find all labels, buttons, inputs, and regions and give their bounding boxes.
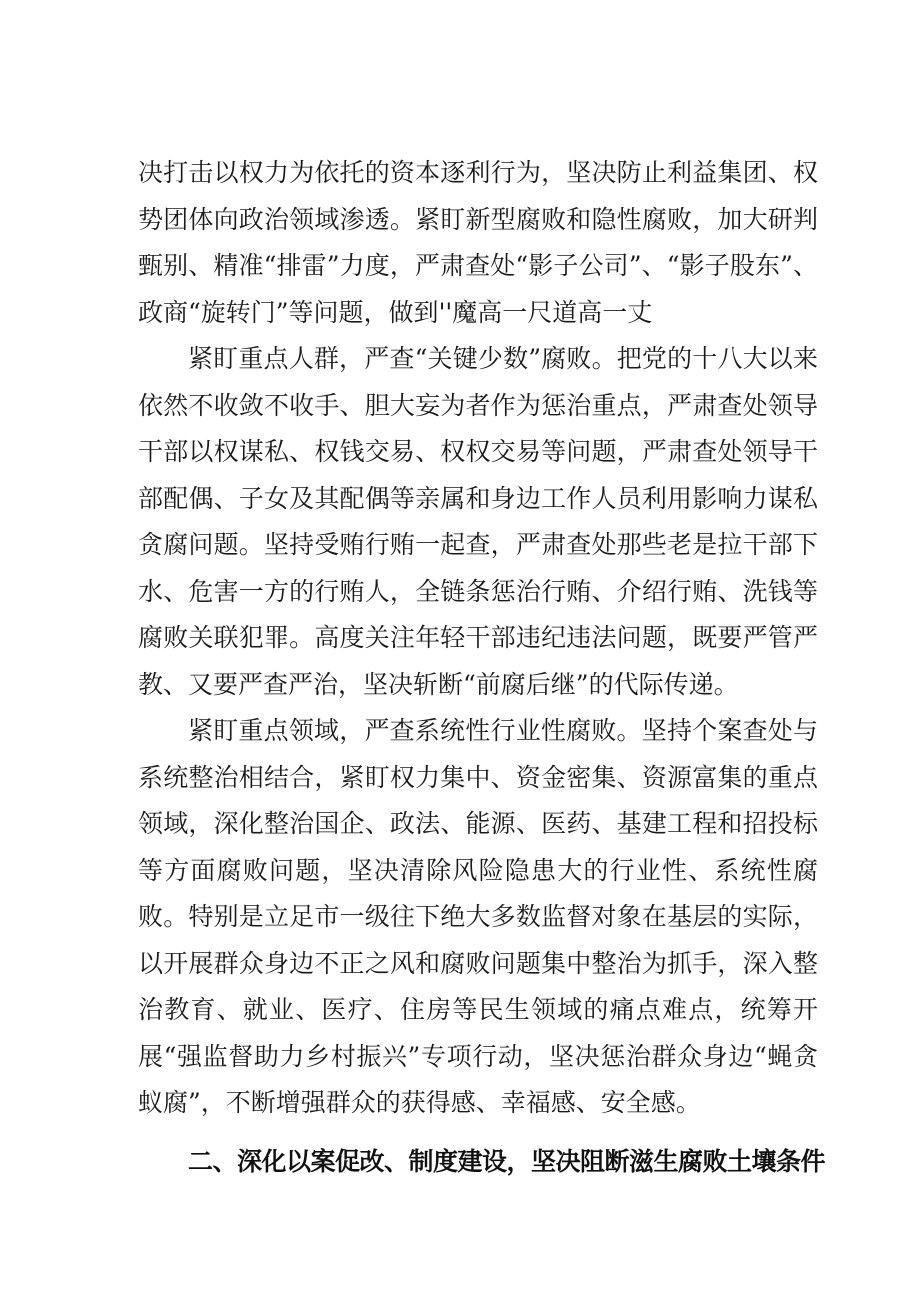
section-heading: 二、深化以案促改、制度建设，坚决阻断滋生腐败土壤条件 [188, 1146, 826, 1176]
paragraph-key-areas: 紧盯重点领域，严查系统性行业性腐败。坚持个案查处与系统整治相结合，紧盯权力集中、资金密集、资源富集的重点领域，深化整治国企、政法、能源、医药、基建工程和招投标等方面腐败问题，坚决清除风险隐患大的行业性、系统性腐败。特别是立足市一级往下绝大多数监督对象在基层的实际，以开展群众身边不正之风和腐败问题集中整治为抓手，深入整治教育、就业、医疗、住房等民生领域的痛点难点，统筹开展“强监督助力乡村振兴”专项行动，坚决惩治群众身边“蝇贪蚁腐”，不断增强群众的获得感、幸福感、安全感。 [138, 716, 818, 1117]
document-body [138, 150, 826, 1185]
paragraph-key-groups: 紧盯重点人群，严查“关键少数”腐败。把党的十八大以来依然不收敛不收手、胆大妄为者作为惩治重点，严肃查处领导干部以权谋私、权钱交易、权权交易等问题，严肃查处领导干部配偶、子女及其配偶等亲属和身边工作人员利用影响力谋私贪腐问题。坚持受贿行贿一起查，严肃查处那些老是拉干部下水、危害一方的行贿人，全链条惩治行贿、介绍行贿、洗钱等腐败关联犯罪。高度关注年轻干部违纪违法问题，既要严管严教、又要严查严治，坚决斩断“前腐后继”的代际传递。 [138, 344, 818, 699]
paragraph-continuation: 决打击以权力为依托的资本逐利行为，坚决防止利益集团、权势团体向政治领域渗透。紧盯新型腐败和隐性腐败，加大研判甄别、精准“排雷”力度，严肃查处“影子公司”、“影子股东”、政商“旋转门”等问题，做到''魔高一尺道高一丈 [138, 158, 818, 327]
